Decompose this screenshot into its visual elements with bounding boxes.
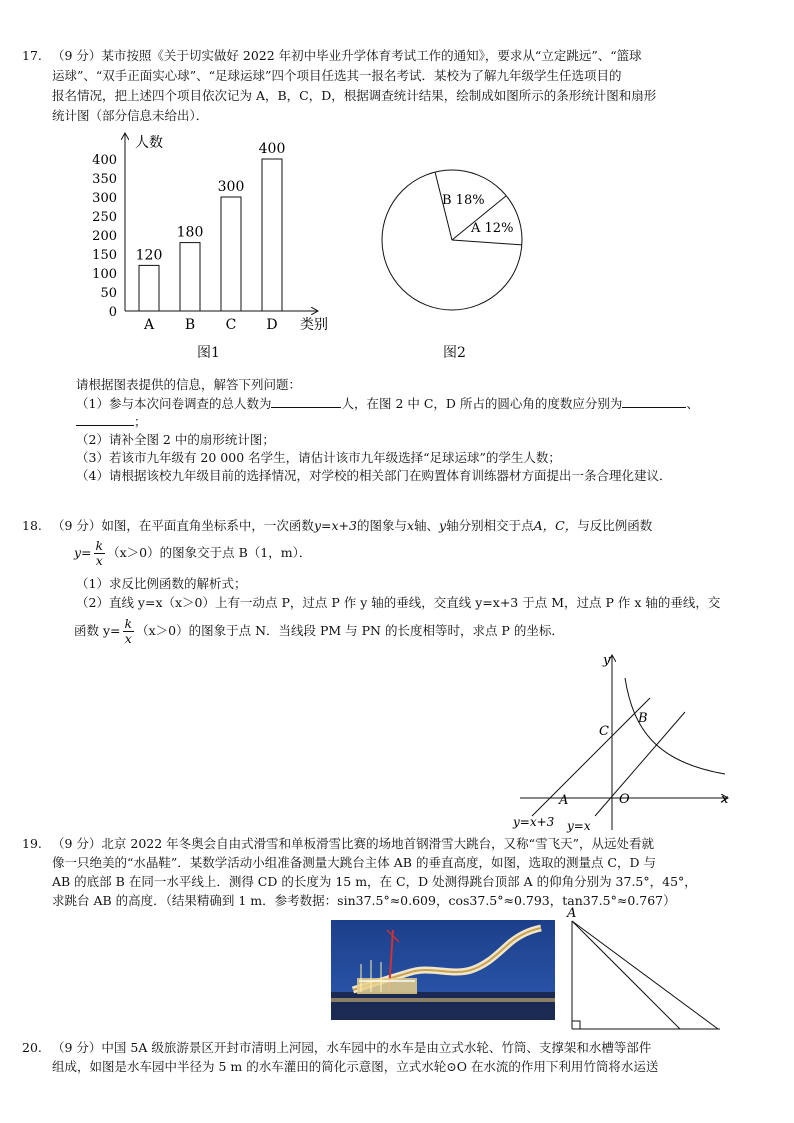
category-label: A bbox=[143, 317, 155, 333]
triangle-point-a: A bbox=[567, 906, 577, 921]
bar-value-label: 120 bbox=[135, 247, 163, 264]
pie-chart bbox=[378, 160, 528, 310]
q17-part-2: （2）请补全图 2 中的扇形统计图； bbox=[76, 432, 275, 447]
q17-line-3: 报名情况，把上述四个项目依次记为 A，B，C，D，根据调查统计结果，绘制成如图所示的条形统计图和扇形 bbox=[52, 88, 657, 103]
category-label: C bbox=[225, 317, 237, 333]
q17-part-1c: 、 bbox=[686, 396, 699, 411]
frac-den-2: x bbox=[124, 631, 132, 646]
q18-l1: （9 分）如图，在平面直角坐标系中，一次函数 bbox=[52, 518, 314, 533]
bar-value-label: 300 bbox=[217, 179, 245, 195]
q19-line-3: AB 的底部 B 在同一水平线上．测得 CD 的长度为 15 m，在 C，D 处测得跳台顶部 A 的仰角分别为 37.5°，45°， bbox=[52, 874, 697, 889]
bar-a bbox=[139, 265, 159, 311]
q18-l1d: 轴分别相交于点 bbox=[446, 518, 534, 533]
category-label: B bbox=[184, 317, 196, 333]
frac-num-2: k bbox=[124, 616, 133, 631]
q17-line-4: 统计图（部分信息未给出）． bbox=[52, 108, 209, 123]
y-tick-label: 300 bbox=[92, 191, 117, 206]
q18-l4a: 函数 y= bbox=[74, 623, 121, 638]
point-a-label: A bbox=[559, 793, 569, 808]
bar-d bbox=[262, 159, 282, 311]
y-tick-label: 250 bbox=[92, 210, 117, 225]
q19-line-2: 像一只绝美的“水晶鞋”．某数学活动小组准备测量大跳台主体 AB 的垂直高度，如图，选取的测量点 C，D 与 bbox=[52, 855, 656, 870]
origin-label: O bbox=[619, 792, 630, 807]
segment-ac bbox=[572, 921, 680, 1029]
q19-number: 19. bbox=[22, 836, 42, 851]
frac-den: x bbox=[95, 553, 103, 568]
q17-number: 17. bbox=[22, 48, 42, 63]
q19-line-1: （9 分）北京 2022 年冬奥会自由式滑雪和单板滑雪比赛的场地首钢滑雪大跳台，又称“雪飞天”，从远处看就 bbox=[52, 836, 654, 851]
q17-part-3: （3）若该市九年级有 20 000 名学生，请估计该市九年级选择“足球运球”的学生人数； bbox=[76, 450, 561, 465]
q18-l1-func: y=x+3 bbox=[313, 518, 357, 533]
q18-line-4 bbox=[74, 616, 564, 646]
q19-line-4: 求跳台 AB 的高度．（结果精确到 1 m．参考数据：sin37.5°≈0.609，cos37.5°≈0.793，tan37.5°≈0.767） bbox=[52, 893, 676, 908]
graph-y-label: y bbox=[603, 653, 611, 668]
right-angle-mark bbox=[572, 1021, 580, 1029]
bar-value-label: 400 bbox=[258, 141, 286, 157]
y-tick-label: 0 bbox=[108, 305, 117, 320]
answer-blank-angle-c[interactable] bbox=[622, 395, 686, 408]
bar-value-label: 180 bbox=[176, 224, 204, 241]
frac-num: k bbox=[95, 538, 104, 553]
q18-l4b: （x＞0）的图象于点 N．当线段 PM 与 PN 的长度相等时，求点 P 的坐标． bbox=[136, 623, 564, 638]
q18-l1-x: x bbox=[406, 518, 415, 533]
pie-label-a: A 12% bbox=[471, 221, 514, 236]
coordinate-graph bbox=[505, 650, 745, 832]
bar-b bbox=[180, 243, 200, 311]
q18-l1g: 与反比例函数 bbox=[577, 518, 653, 533]
q18-line-2 bbox=[74, 538, 311, 568]
q17-part-1a: （1）参与本次问卷调查的总人数为 bbox=[76, 396, 272, 411]
q18-line-1 bbox=[52, 517, 652, 535]
q18-l2b: （x＞0）的图象交于点 B（1，m）． bbox=[107, 545, 312, 560]
fig2-caption: 图2 bbox=[443, 345, 466, 361]
q18-l1c: 轴、 bbox=[414, 518, 440, 533]
q17-part-1d: ； bbox=[134, 414, 147, 429]
pie-label-b: B 18% bbox=[442, 193, 485, 208]
fraction-k-over-x-2 bbox=[123, 617, 135, 646]
y-tick-label: 400 bbox=[92, 153, 117, 168]
bar-chart bbox=[92, 130, 345, 335]
segment-ad bbox=[572, 921, 718, 1029]
answer-blank-angle-d[interactable] bbox=[76, 413, 134, 426]
q20-line-1: （9 分）中国 5A 级旅游景区开封市清明上河园，水车园中的水车是由立式水轮、竹筒、支撑架和水槽等部件 bbox=[52, 1040, 652, 1055]
ski-jump-photo bbox=[331, 920, 555, 1020]
line1-label: y=x+3 bbox=[513, 815, 555, 829]
y-tick-label: 150 bbox=[92, 248, 117, 263]
point-c-label: C bbox=[599, 724, 609, 739]
q17-part-1 bbox=[76, 395, 699, 413]
q20-number: 20. bbox=[22, 1040, 42, 1055]
y-axis-label: 人数 bbox=[135, 135, 163, 151]
bar-c bbox=[221, 197, 241, 311]
q18-l1b: 的图象与 bbox=[356, 518, 407, 533]
y-tick-label: 200 bbox=[92, 229, 117, 244]
category-label: D bbox=[266, 317, 278, 333]
q20-line-2: 组成，如图是水车园中半径为 5 m 的水车灌田的简化示意图，立式水轮⊙O 在水流的作用下利用竹筒将水运送 bbox=[52, 1059, 659, 1074]
answer-blank-total[interactable] bbox=[271, 395, 341, 408]
fig1-caption: 图1 bbox=[197, 345, 220, 361]
q18-number: 18. bbox=[22, 518, 42, 533]
line2-label: y=x bbox=[567, 819, 591, 833]
graph-x-label: x bbox=[721, 792, 729, 807]
fraction-k-over-x bbox=[94, 539, 106, 568]
q18-l1e: A，C， bbox=[533, 518, 578, 533]
x-axis-label: 类别 bbox=[300, 317, 328, 333]
pie-slice-boundary bbox=[452, 240, 522, 245]
q17-prompt: 请根据图表提供的信息，解答下列问题： bbox=[76, 377, 302, 392]
q18-part-2: （2）直线 y=x（x＞0）上有一动点 P，过点 P 作 y 轴的垂线，交直线 y=x+3 于点 M，过点 P 作 x 轴的垂线，交 bbox=[76, 595, 721, 610]
q17-part-1-cont bbox=[76, 413, 147, 431]
y-tick-label: 350 bbox=[92, 172, 117, 187]
hyperbola-curve bbox=[625, 678, 725, 774]
y-tick-label: 50 bbox=[100, 286, 117, 301]
y-tick-label: 100 bbox=[92, 267, 117, 282]
q18-l2a: y= bbox=[74, 545, 92, 560]
triangle-diagram bbox=[560, 905, 730, 1033]
q17-part-1b: 人，在图 2 中 C，D 所占的圆心角的度数应分别为 bbox=[341, 396, 623, 411]
q17-line-2: 运球”、“双手正面实心球”、“足球运球”四个项目任选其一报名考试．某校为了解九年级学生任选项目的 bbox=[52, 68, 622, 83]
q17-part-4: （4）请根据该校九年级目前的选择情况，对学校的相关部门在购置体育训练器材方面提出一条合理化建议． bbox=[76, 468, 672, 483]
q17-line-1: （9 分）某市按照《关于切实做好 2022 年初中毕业升学体育考试工作的通知》，要求从“立定跳远”、“篮球 bbox=[52, 48, 642, 63]
point-b-label: B bbox=[638, 711, 648, 726]
q18-l1-y: y bbox=[439, 518, 447, 533]
q18-part-1: （1）求反比例函数的解析式； bbox=[76, 576, 247, 591]
